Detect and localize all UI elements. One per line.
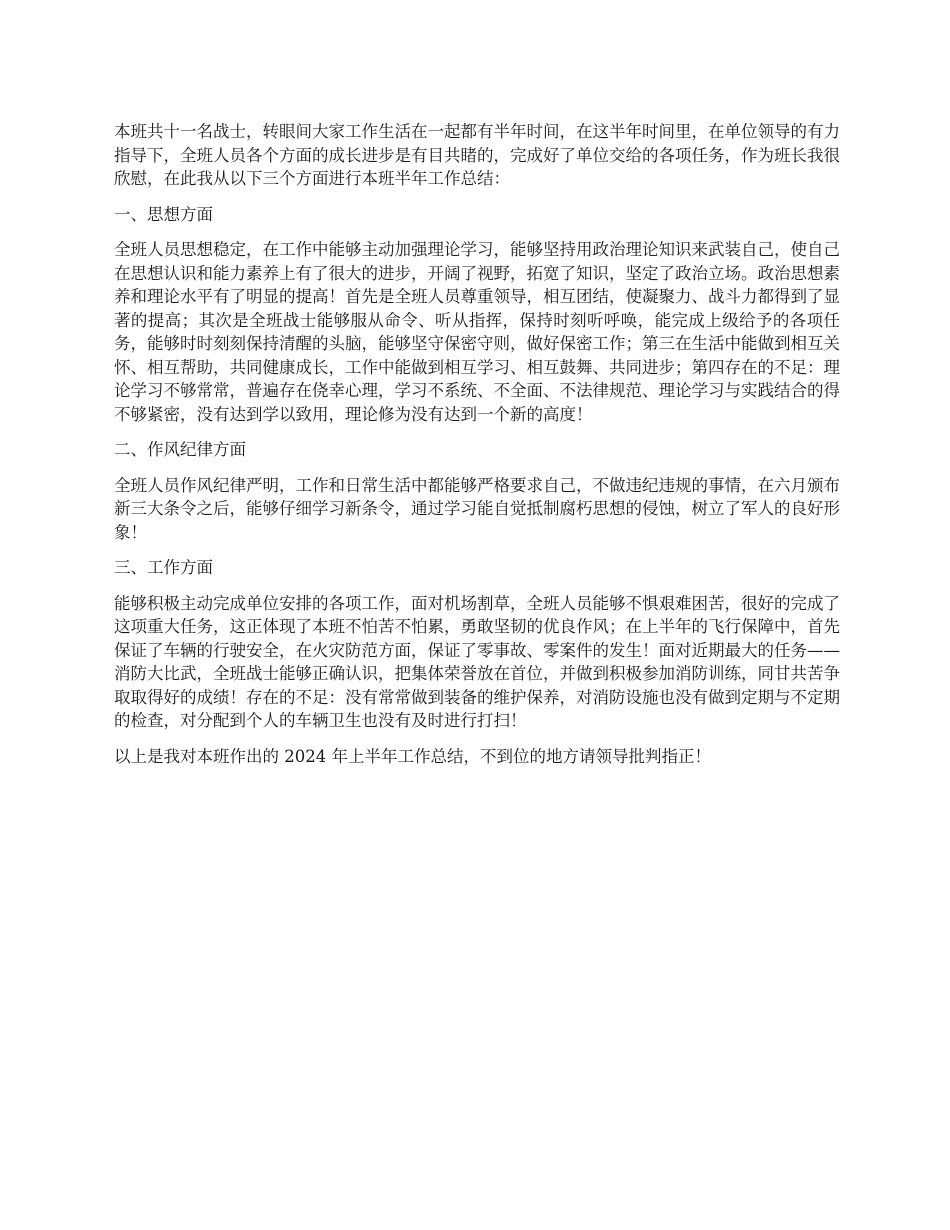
intro-paragraph: 本班共十一名战士，转眼间大家工作生活在一起都有半年时间，在这半年时间里，在单位领导的有力指导下，全班人员各个方面的成长进步是有目共睹的，完成好了单位交给的各项任务，作为班长我很欣慰，在此我从以下三个方面进行本班半年工作总结： — [114, 122, 840, 188]
section-body-work: 能够积极主动完成单位安排的各项工作，面对机场割草，全班人员能够不惧艰难困苦，很好的完成了这项重大任务，这正体现了本班不怕苦不怕累，勇敢坚韧的优良作风；在上半年的飞行保障中，首先保证了车辆的行驶安全，在火灾防范方面，保证了零事故、零案件的发生！面对近期最大的任务——消防大比武，全班战士能够正确认识，把集体荣誉放在首位，并做到积极参加消防训练，同甘共苦争取取得好的成绩！存在的不足：没有常常做到装备的维护保养，对消防设施也没有做到定期与不定期的检查，对分配到个人的车辆卫生也没有及时进行打扫！ — [114, 593, 840, 730]
section-heading-thought: 一、思想方面 — [114, 204, 213, 224]
closing-paragraph: 以上是我对本班作出的 2024 年上半年工作总结，不到位的地方请领导批判指正！ — [114, 746, 711, 766]
section-heading-discipline: 二、作风纪律方面 — [114, 440, 246, 459]
section-heading-work: 三、工作方面 — [114, 558, 213, 577]
section-body-thought: 全班人员思想稳定，在工作中能够主动加强理论学习，能够坚持用政治理论知识来武装自己，使自己在思想认识和能力素养上有了很大的进步，开阔了视野，拓宽了知识，坚定了政治立场。政治思想素养和理论水平有了明显的提高！首先是全班人员尊重领导，相互团结，使凝聚力、战斗力都得到了显著的提高；其次是全班战士能够服从命令、听从指挥，保持时刻听呼唤，能完成上级给予的各项任务，能够时时刻刻保持清醒的头脑，能够坚守保密守则，做好保密工作；第三在生活中能做到相互关怀、相互帮助，共同健康成长，工作中能做到相互学习、相互鼓舞、共同进步；第四存在的不足：理论学习不够常常，普遍存在侥幸心理，学习不系统、不全面、不法律规范、理论学习与实践结合的得不够紧密，没有达到学以致用，理论修为没有达到一个新的高度！ — [114, 240, 840, 424]
section-body-discipline: 全班人员作风纪律严明，工作和日常生活中都能够严格要求自己，不做违纪违规的事情，在六月颁布新三大条令之后，能够仔细学习新条令，通过学习能自觉抵制腐朽思想的侵蚀，树立了军人的良好形象！ — [114, 475, 840, 542]
document-body — [114, 120, 840, 780]
